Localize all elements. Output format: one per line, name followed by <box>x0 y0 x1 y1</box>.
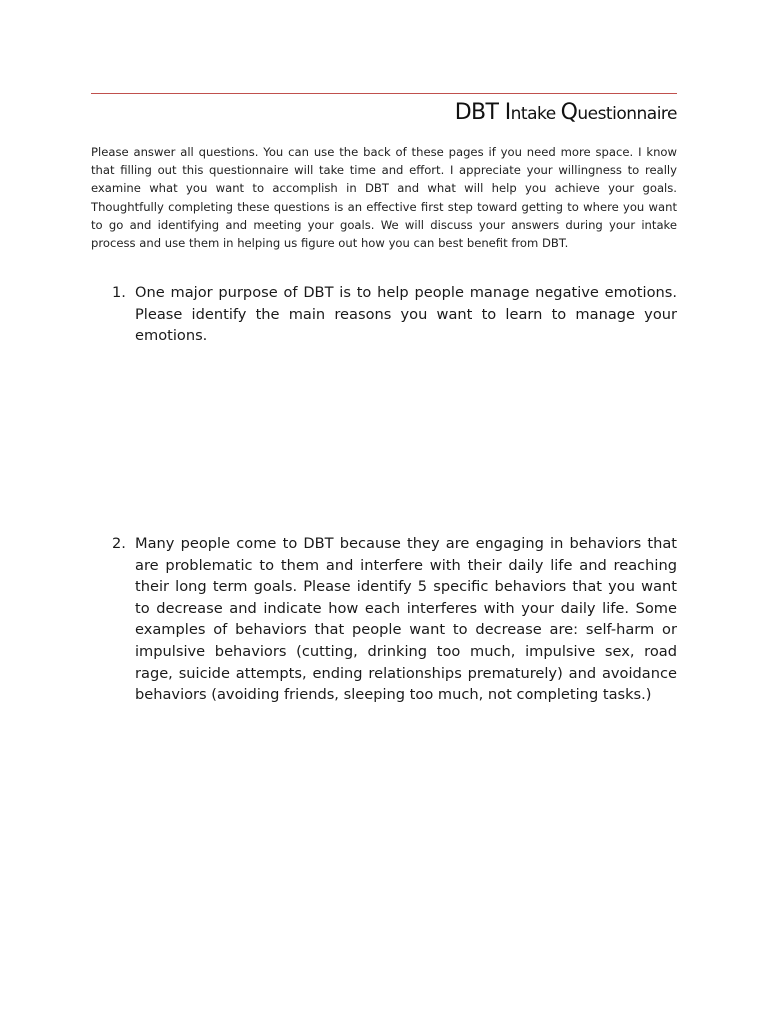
title-rest-intake: ntake <box>510 104 561 124</box>
question-list-2 <box>91 533 677 706</box>
question-1 <box>91 282 677 347</box>
title-word-dbt: DBT <box>454 100 505 125</box>
title-cap-i: I <box>504 100 511 125</box>
intro-paragraph: Please answer all questions. You can use the back of these pages if you need more space. I know that filling out this questionnaire will take time and effort. I appreciate your willingness to really examine what you want to accomplish in DBT and what will help you achieve your goals. Thoughtfully completing these questions is an effective first step toward getting to where you want to go and identifying and meeting your goals. We will discuss your answers during your intake process and use them in helping us figure out how you can best benefit from DBT. <box>91 145 677 251</box>
page-title <box>455 100 677 125</box>
question-2-number: 2. <box>112 535 126 552</box>
question-1-number: 1. <box>112 284 126 301</box>
title-cap-q: Q <box>560 100 578 125</box>
title-rule <box>91 93 677 94</box>
question-list-1 <box>91 282 677 347</box>
title-rest-questionnaire: uestionnaire <box>577 104 677 124</box>
question-2 <box>91 533 677 706</box>
question-1-text: One major purpose of DBT is to help people manage negative emotions. Please identify the main reasons you want to learn to manage your emotions. <box>135 284 677 345</box>
question-2-text: Many people come to DBT because they are engaging in behaviors that are problematic to them and interfere with their daily life and reaching their long term goals. Please identify 5 specific behaviors that you want to decrease and indicate how each interferes with your daily life. Some examples of behaviors that people want to decrease are: self-harm or impulsive behaviors (cutting, drinking too much, impulsive sex, road rage, suicide attempts, ending relationships prematurely) and avoidance behaviors (avoiding friends, sleeping too much, not completing tasks.) <box>135 535 677 704</box>
